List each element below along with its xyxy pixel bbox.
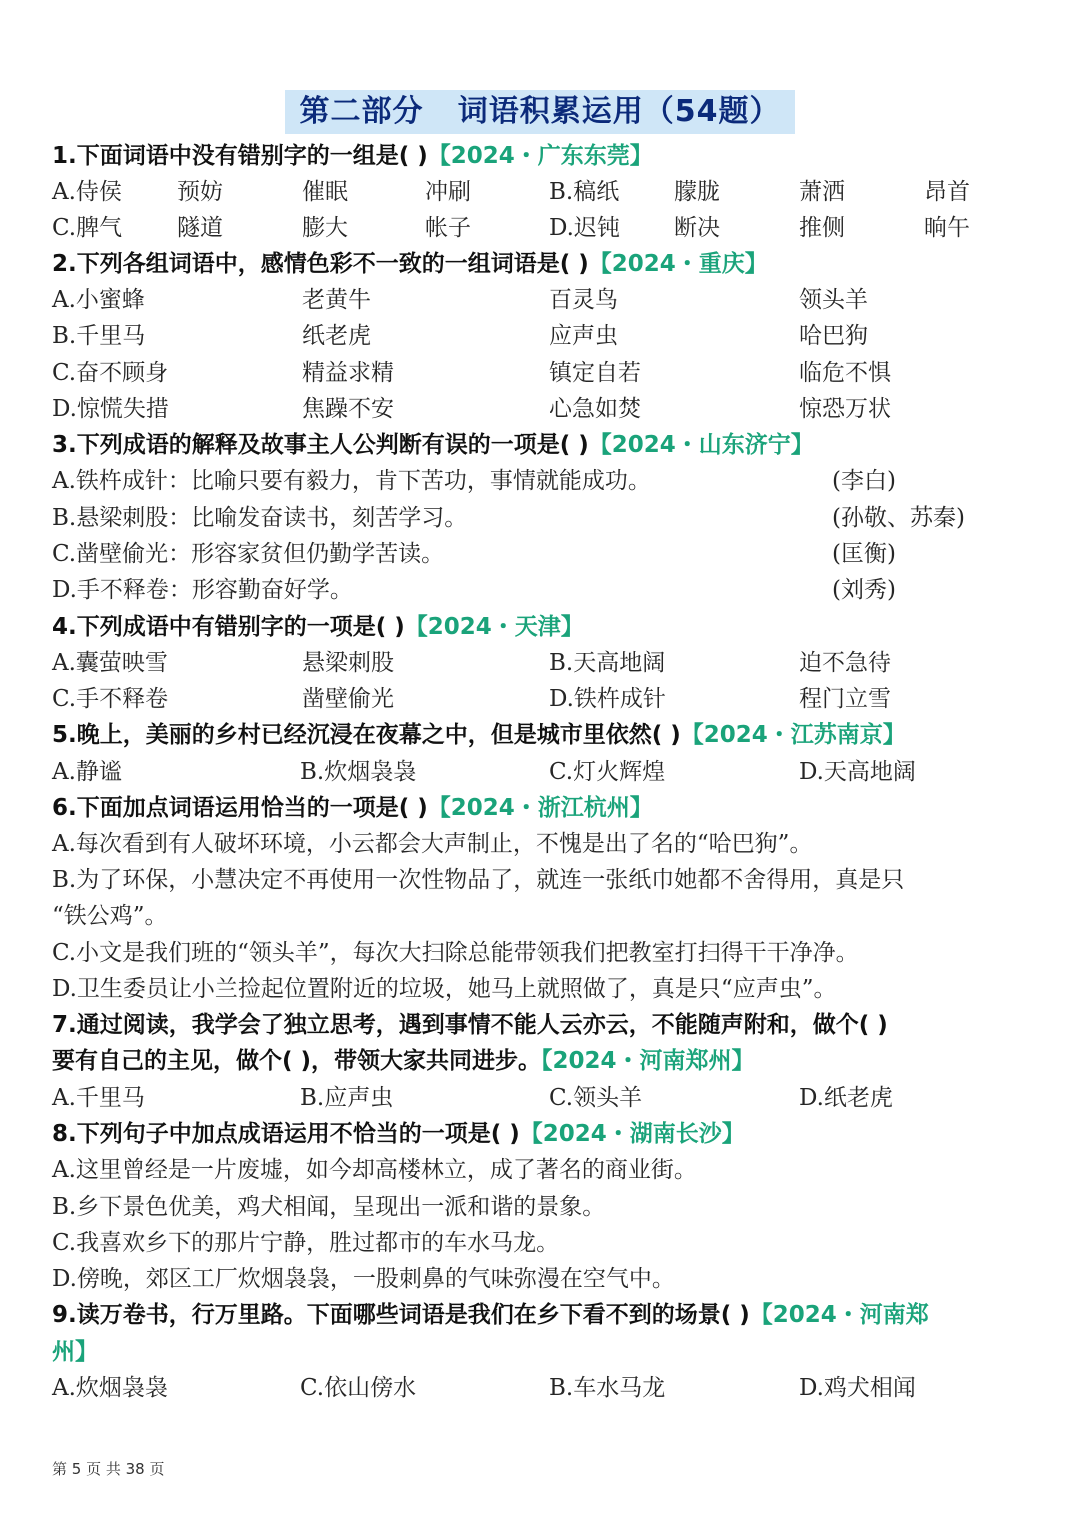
option-person: (匡衡) [832,541,896,567]
word: 镇定自若 [549,360,641,386]
option-person: (孙敬、苏秦) [832,505,965,531]
option-c: C.脾气 [52,215,123,241]
option-person: (刘秀) [832,577,896,603]
question-7-text-2: 要有自己的主见，做个( )，带领大家共同进步。 [52,1048,542,1074]
option-a: A.炊烟袅袅 [52,1375,168,1401]
word: 焦躁不安 [302,396,394,422]
option-c: C.依山傍水 [300,1375,417,1401]
word: 隧道 [177,215,223,241]
question-2 [52,246,1040,282]
question-3-source: 【2024・山东济宁】 [588,432,814,458]
question-8-option-a: A.这里曾经是一片废墟，如今却高楼林立，成了著名的商业街。 [52,1157,697,1183]
question-7-text-1: 7.通过阅读，我学会了独立思考，遇到事情不能人云亦云，不能随声附和，做个( ) [52,1012,888,1038]
option-c: C.手不释卷 [52,686,169,712]
word: 哈巴狗 [799,323,868,349]
option-text: C.凿壁偷光：形容家贫但仍勤学苦读。 [52,541,445,567]
section-title-wrap [0,90,1080,134]
option-b: B.炊烟袅袅 [300,759,417,785]
question-6-text: 6.下面加点词语运用恰当的一项是( ) [52,795,428,821]
question-9-source-end: 州】 [52,1339,98,1365]
option-b: B.车水马龙 [549,1375,666,1401]
question-9 [52,1297,1040,1333]
question-8-source: 【2024・湖南长沙】 [519,1121,745,1147]
option-text: A.铁杵成针：比喻只要有毅力，肯下苦功，事情就能成功。 [52,468,651,494]
question-6-option-d: D.卫生委员让小兰捡起位置附近的垃圾，她马上就照做了，真是只“应声虫”。 [52,976,837,1002]
option-c: C.奋不顾身 [52,360,169,386]
word: 应声虫 [549,323,618,349]
question-8-option-c: C.我喜欢乡下的那片宁静，胜过都市的车水马龙。 [52,1230,560,1256]
word: 老黄牛 [302,287,371,313]
question-7-line-1 [52,1007,1040,1043]
question-6 [52,790,1040,826]
option-b: B.应声虫 [300,1085,394,1111]
word: 断决 [674,215,720,241]
word: 预妨 [177,179,223,205]
question-4-text: 4.下列成语中有错别字的一项是( ) [52,614,405,640]
question-2-source: 【2024・重庆】 [588,251,768,277]
word: 凿壁偷光 [302,686,394,712]
question-9-source-cont [52,1334,1040,1370]
question-3 [52,427,1040,463]
question-9-text: 9.读万卷书，行万里路。下面哪些词语是我们在乡下看不到的场景( ) [52,1302,750,1328]
option-a: A.侍侯 [52,179,122,205]
question-7-line-2 [52,1043,1040,1079]
word: 晌午 [924,215,970,241]
question-7-source: 【2024・河南郑州】 [541,1048,755,1074]
question-5 [52,717,1040,753]
option-text: B.悬梁刺股：比喻发奋读书，刻苦学习。 [52,505,468,531]
question-5-text: 5.晚上，美丽的乡村已经沉浸在夜幕之中，但是城市里依然( ) [52,722,681,748]
word: 精益求精 [302,360,394,386]
option-d: D.鸡犬相闻 [799,1375,916,1401]
option-d: D.天高地阔 [799,759,916,785]
option-text: D.手不释卷：形容勤奋好学。 [52,577,353,603]
word: 膨大 [302,215,348,241]
option-person: (李白) [832,468,896,494]
word: 朦胧 [674,179,720,205]
option-b: B.千里马 [52,323,146,349]
question-1-text: 1.下面词语中没有错别字的一组是( ) [52,143,428,169]
option-a: A.静谧 [52,759,122,785]
question-6-source: 【2024・浙江杭州】 [427,795,653,821]
option-c: C.领头羊 [549,1085,643,1111]
word: 心急如焚 [549,396,641,422]
option-d: D.纸老虎 [799,1085,893,1111]
option-a: A.小蜜蜂 [52,287,145,313]
section-title: 第二部分 词语积累运用（54题） [285,90,794,134]
question-1-source: 【2024・广东东莞】 [427,143,653,169]
question-6-option-c: C.小文是我们班的“领头羊”，每次大扫除总能带领我们把教室打扫得干干净净。 [52,940,859,966]
word: 纸老虎 [302,323,371,349]
option-d: D.迟钝 [549,215,620,241]
question-1 [52,138,1040,174]
question-8-option-d: D.傍晚，郊区工厂炊烟袅袅，一股刺鼻的气味弥漫在空气中。 [52,1266,675,1292]
word: 临危不惧 [799,360,891,386]
word: 程门立雪 [799,686,891,712]
option-d: D.铁杵成针 [549,686,666,712]
word: 昂首 [924,179,970,205]
question-6-option-a: A.每次看到有人破坏环境，小云都会大声制止，不愧是出了名的“哈巴狗”。 [52,831,813,857]
question-8-option-b: B.乡下景色优美，鸡犬相闻，呈现出一派和谐的景象。 [52,1194,606,1220]
option-b: B.稿纸 [549,179,620,205]
question-4-source: 【2024・天津】 [404,614,584,640]
option-d: D.惊慌失措 [52,396,169,422]
option-b: B.天高地阔 [549,650,666,676]
question-5-source: 【2024・江苏南京】 [680,722,906,748]
question-2-text: 2.下列各组词语中，感情色彩不一致的一组词语是( ) [52,251,589,277]
option-a: A.囊萤映雪 [52,650,168,676]
word: 冲刷 [425,179,471,205]
question-6-option-b-cont: “铁公鸡”。 [52,903,168,929]
question-9-source: 【2024・河南郑 [749,1302,929,1328]
word: 催眠 [302,179,348,205]
word: 惊恐万状 [799,396,891,422]
word: 悬梁刺股 [302,650,394,676]
question-3-text: 3.下列成语的解释及故事主人公判断有误的一项是( ) [52,432,589,458]
question-8-text: 8.下列句子中加点成语运用不恰当的一项是( ) [52,1121,520,1147]
question-6-option-b: B.为了环保，小慧决定不再使用一次性物品了，就连一张纸巾她都不舍得用，真是只 [52,867,905,893]
question-4 [52,609,1040,645]
page-number: 第 5 页 共 38 页 [52,1460,165,1478]
word: 推侧 [799,215,845,241]
word: 帐子 [425,215,471,241]
word: 萧洒 [799,179,845,205]
option-c: C.灯火辉煌 [549,759,666,785]
option-a: A.千里马 [52,1085,145,1111]
word: 迫不急待 [799,650,891,676]
question-8 [52,1116,1040,1152]
word: 领头羊 [799,287,868,313]
word: 百灵鸟 [549,287,618,313]
